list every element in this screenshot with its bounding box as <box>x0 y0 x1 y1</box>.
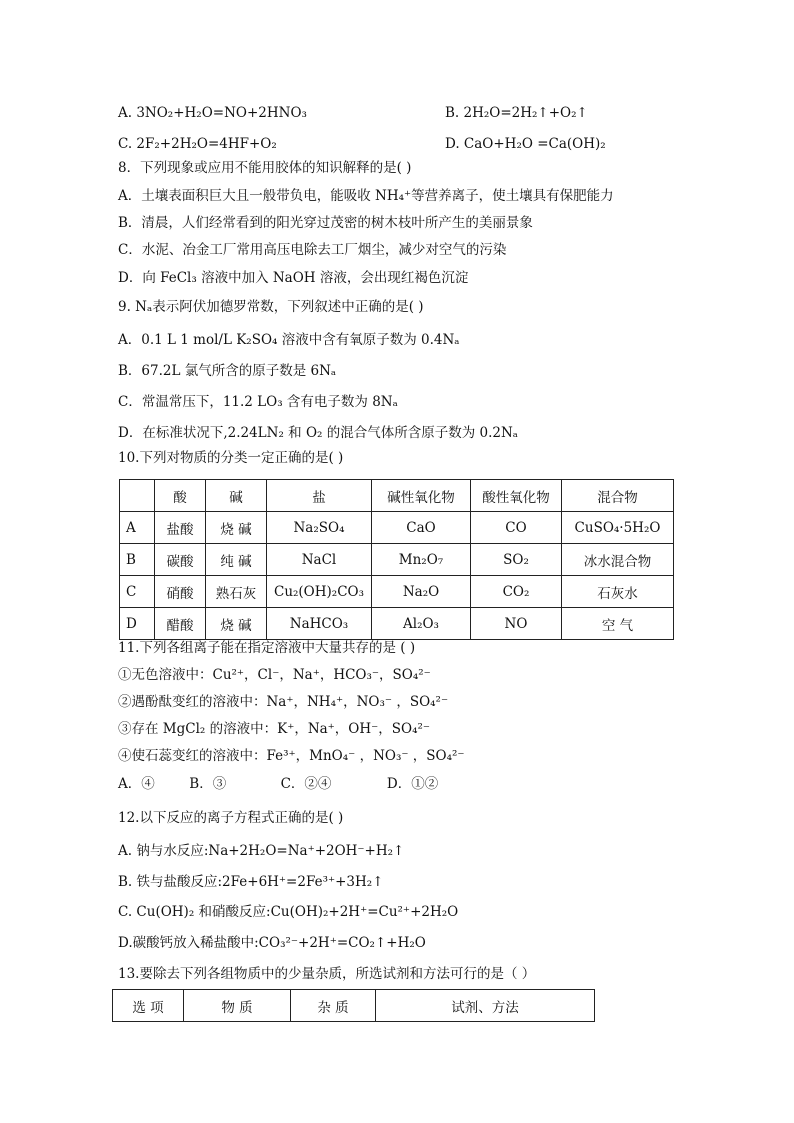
q7-option-c: C. 2F₂+2H₂O=4HF+O₂ <box>118 136 277 152</box>
table-cell: D <box>120 608 155 640</box>
q11-choice-d: D．①② <box>386 776 439 792</box>
table-cell: Na₂O <box>372 576 471 608</box>
q7-option-a: A. 3NO₂+H₂O=NO+2HNO₃ <box>118 105 307 121</box>
table-header-cell: 酸性氧化物 <box>471 480 562 512</box>
table-cell: Cu₂(OH)₂CO₃ <box>267 576 372 608</box>
q11-item-3: ③存在 MgCl₂ 的溶液中：K⁺，Na⁺，OH⁻，SO₄²⁻ <box>118 721 431 737</box>
table-row <box>120 608 674 640</box>
q11-item-1: ①无色溶液中：Cu²⁺，Cl⁻，Na⁺，HCO₃⁻，SO₄²⁻ <box>118 667 431 683</box>
q11-choice-a: A．④ <box>118 776 155 792</box>
q9-option-d: D．在标准状况下,2.24LN₂ 和 O₂ 的混合气体所含原子数为 0.2Nₐ <box>118 425 518 441</box>
q11-item-4: ④使石蕊变红的溶液中：Fe³⁺，MnO₄⁻ ，NO₃⁻ ，SO₄²⁻ <box>118 748 465 764</box>
table-cell: Mn₂O₇ <box>372 544 471 576</box>
q9-option-b: B．67.2L 氯气所含的原子数是 6Nₐ <box>118 363 337 379</box>
q8-option-a: A．土壤表面积巨大且一般带负电，能吸收 NH₄⁺等营养离子，使土壤具有保肥能力 <box>118 188 614 204</box>
table-cell: NaHCO₃ <box>267 608 372 640</box>
q12-option-d: D.碳酸钙放入稀盐酸中:CO₃²⁻+2H⁺=CO₂↑+H₂O <box>118 935 426 951</box>
q10-stem: 10.下列对物质的分类一定正确的是( ) <box>118 450 344 466</box>
q7-option-d: D. CaO+H₂O =Ca(OH)₂ <box>445 136 606 152</box>
q12-option-c: C. Cu(OH)₂ 和硝酸反应:Cu(OH)₂+2H⁺=Cu²⁺+2H₂O <box>118 904 459 920</box>
table-row <box>120 544 674 576</box>
table-cell: CaO <box>372 512 471 544</box>
table-cell: 熟石灰 <box>206 576 267 608</box>
q9-option-c: C．常温常压下，11.2 LO₃ 含有电子数为 8Nₐ <box>118 394 398 410</box>
table-cell: 盐酸 <box>155 512 206 544</box>
q8-option-b: B．清晨，人们经常看到的阳光穿过茂密的树木枝叶所产生的美丽景象 <box>118 215 533 231</box>
table-cell: NaCl <box>267 544 372 576</box>
table-header-cell: 试剂、方法 <box>376 990 595 1022</box>
table-cell: A <box>120 512 155 544</box>
q8-stem: 8．下列现象或应用不能用胶体的知识解释的是( ) <box>118 160 412 176</box>
table-header-row <box>113 990 595 1022</box>
table-cell: 烧 碱 <box>206 512 267 544</box>
table-cell: CO <box>471 512 562 544</box>
q11-choices <box>118 774 438 794</box>
table-cell: CO₂ <box>471 576 562 608</box>
q11-item-2: ②遇酚酞变红的溶液中：Na⁺，NH₄⁺，NO₃⁻ ，SO₄²⁻ <box>118 694 449 710</box>
table-cell: CuSO₄·5H₂O <box>562 512 674 544</box>
table-cell: C <box>120 576 155 608</box>
q8-option-d: D．向 FeCl₃ 溶液中加入 NaOH 溶液，会出现红褐色沉淀 <box>118 270 469 286</box>
table-header-row <box>120 480 674 512</box>
table-cell: 硝酸 <box>155 576 206 608</box>
table-header-cell: 盐 <box>267 480 372 512</box>
q13-table <box>112 989 595 1022</box>
table-row <box>120 576 674 608</box>
q11-stem: 11.下列各组离子能在指定溶液中大量共存的是 ( ) <box>118 640 416 656</box>
q8-option-c: C．水泥、冶金工厂常用高压电除去工厂烟尘，减少对空气的污染 <box>118 242 507 258</box>
q11-choice-c: C．②④ <box>280 776 332 792</box>
table-cell: 冰水混合物 <box>562 544 674 576</box>
table-cell: B <box>120 544 155 576</box>
table-cell: SO₂ <box>471 544 562 576</box>
table-header-cell: 物 质 <box>184 990 291 1022</box>
q10-table <box>119 479 674 640</box>
table-cell: Al₂O₃ <box>372 608 471 640</box>
table-cell: Na₂SO₄ <box>267 512 372 544</box>
table-header-cell: 杂 质 <box>291 990 376 1022</box>
table-header-cell: 混合物 <box>562 480 674 512</box>
table-header-cell: 碱性氧化物 <box>372 480 471 512</box>
q11-choice-b: B．③ <box>189 776 227 792</box>
table-header-cell <box>120 480 155 512</box>
q12-stem: 12.以下反应的离子方程式正确的是( ) <box>118 810 344 826</box>
q7-option-b: B. 2H₂O=2H₂↑+O₂↑ <box>445 105 588 121</box>
table-header-cell: 选 项 <box>113 990 184 1022</box>
q12-option-a: A. 钠与水反应:Na+2H₂O=Na⁺+2OH⁻+H₂↑ <box>118 843 405 859</box>
table-cell: 石灰水 <box>562 576 674 608</box>
table-header-cell: 碱 <box>206 480 267 512</box>
table-cell: 碳酸 <box>155 544 206 576</box>
table-cell: 纯 碱 <box>206 544 267 576</box>
table-cell: NO <box>471 608 562 640</box>
table-cell: 烧 碱 <box>206 608 267 640</box>
q9-stem: 9. Nₐ表示阿伏加德罗常数，下列叙述中正确的是( ) <box>118 299 424 315</box>
table-row <box>120 512 674 544</box>
q13-stem: 13.要除去下列各组物质中的少量杂质，所选试剂和方法可行的是（ ） <box>118 966 536 982</box>
q12-option-b: B. 铁与盐酸反应:2Fe+6H⁺=2Fe³⁺+3H₂↑ <box>118 874 384 890</box>
table-cell: 醋酸 <box>155 608 206 640</box>
table-header-cell: 酸 <box>155 480 206 512</box>
table-cell: 空 气 <box>562 608 674 640</box>
q9-option-a: A．0.1 L 1 mol/L K₂SO₄ 溶液中含有氧原子数为 0.4Nₐ <box>118 332 460 348</box>
